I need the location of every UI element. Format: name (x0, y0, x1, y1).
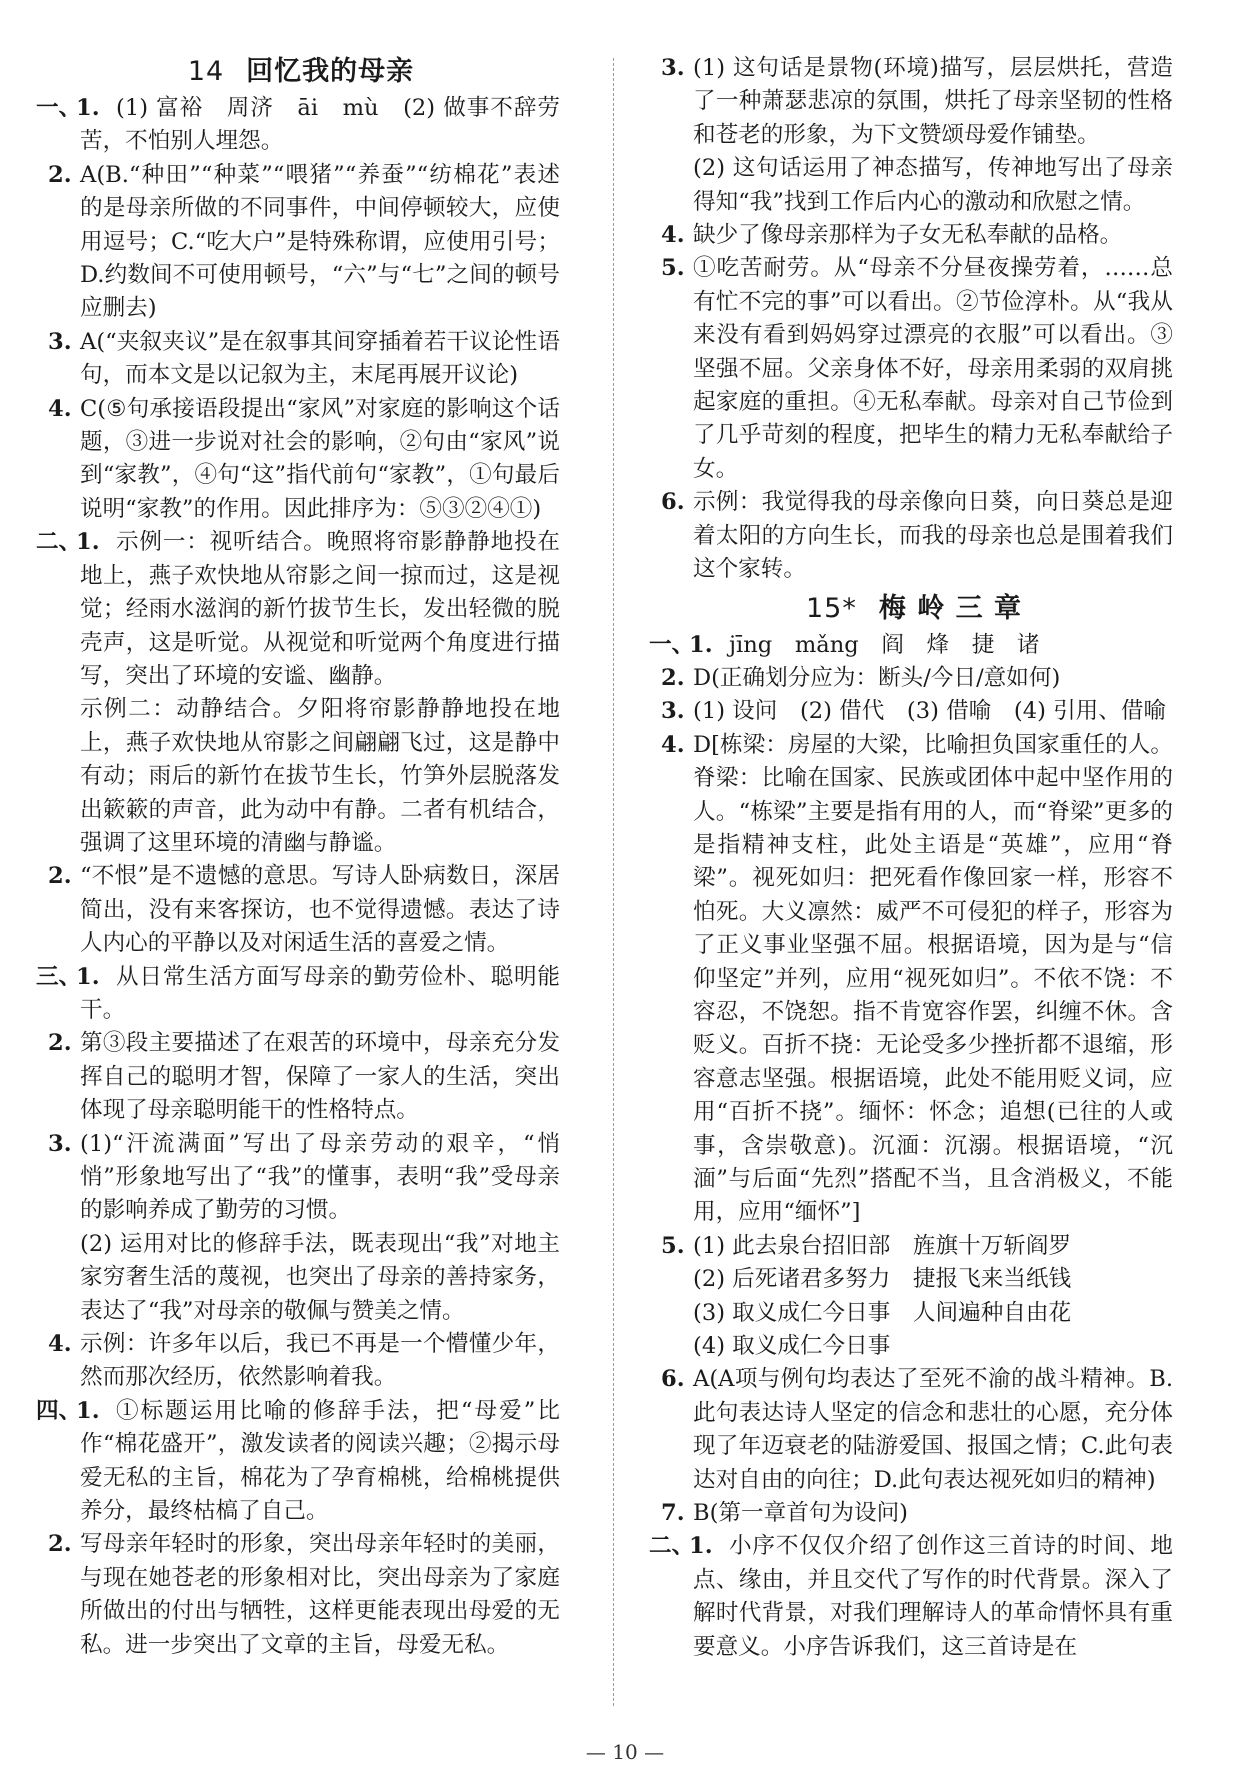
answer-text: (1) 这句话是景物(环境)描写，层层烘托，营造了一种萧瑟悲凉的氛围，烘托了母亲坚韧的性格和苍老的形象，为下文赞颂母爱作铺垫。 (693, 55, 1173, 148)
answer-item (42, 1528, 560, 1662)
answer-item (649, 1530, 1173, 1664)
section-marker: 二、 (649, 1533, 695, 1560)
answer-text-line: (2) 后死诸君多努力 捷报飞来当纸钱 (693, 1266, 1072, 1293)
question-number: 3. (661, 55, 685, 81)
answer-item (655, 695, 1173, 728)
right-answer-list-a (655, 52, 1173, 587)
answer-item (655, 486, 1173, 586)
section-marker: 一、 (649, 631, 695, 658)
lesson-14-title (42, 52, 560, 92)
left-answer-list (36, 92, 560, 1662)
answer-text: A(A项与例句均表达了至死不渝的战斗精神。B.此句表达诗人坚定的信念和悲壮的心愿，充分体现了年迈衰老的陆游爱国、报国之情；C.此句表达对自由的向往；D.此句表达视死如归的精神) (693, 1366, 1173, 1493)
answer-text-line: (4) 取义成仁今日事 (693, 1333, 891, 1360)
lesson-title: 梅 岭 三 章 (878, 592, 1023, 624)
answer-text: “不恨”是不遗憾的意思。写诗人卧病数日，深居简出，没有来客探访，也不觉得遗憾。表达了诗人内心的平静以及对闲适生活的喜爱之情。 (80, 863, 560, 957)
answer-item (655, 219, 1173, 252)
answer-text: A(B.“种田”“种菜”“喂猪”“养蚕”“纺棉花”表述的是母亲所做的不同事件，中间停顿较大，应使用逗号；C.“吃大户”是特殊称谓，应使用引号；D.约数间不可使用顿号，“六”与“七”之间的顿号应删去) (80, 161, 560, 322)
answer-item (42, 1328, 560, 1395)
question-number: 1. (76, 529, 100, 556)
question-number: 4. (48, 395, 72, 422)
answer-text: B(第一章首句为设问) (693, 1500, 908, 1527)
answer-item (655, 1497, 1173, 1530)
answer-item (655, 52, 1173, 219)
answer-item (42, 393, 560, 527)
answer-item (42, 159, 560, 326)
question-number: 2. (48, 1030, 72, 1057)
question-number: 3. (48, 1130, 72, 1157)
section-marker: 一、 (36, 95, 82, 121)
answer-item (655, 662, 1173, 695)
answer-text: D[栋梁：房屋的大梁，比喻担负国家重任的人。脊梁：比喻在国家、民族或团体中起中坚作用的人。“栋梁”主要是指有用的人，而“脊梁”更多的是指精神支柱，此处主语是“英雄”，应用“脊梁”。视死如归：把死看作像回家一样，形容不怕死。大义凛然：威严不可侵犯的样子，形容为了正义事业坚强不屈。根据语境，因为是与“信仰坚定”并列，应用“视死如归”。不依不饶：不容忍，不饶恕。指不肯宽容作罢，纠缠不休。含贬义。百折不挠：无论受多少挫折都不退缩，形容意志坚强。根据语境，此处不能用贬义词，应用“百折不挠”。缅怀：怀念；追想(已往的人或事，含崇敬意)。沉湎：沉溺。根据语境，“沉湎”与后面“先烈”搭配不当，且含消极义，不能用，应用“缅怀”] (693, 731, 1173, 1226)
right-answer-list-b (649, 629, 1173, 1665)
answer-text-continued: (2) 运用对比的修辞手法，既表现出“我”对地主家穷奢生活的蔑视，也突出了母亲的善持家务，表达了“我”对母亲的敬佩与赞美之情。 (80, 1230, 560, 1324)
question-number: 1. (76, 963, 100, 990)
answer-text: (1)“汗流满面”写出了母亲劳动的艰辛，“悄悄”形象地写出了“我”的懂事，表明“我”受母亲的影响养成了勤劳的习惯。 (80, 1130, 560, 1224)
right-column (649, 52, 1173, 1664)
answer-text: 从日常生活方面写母亲的勤劳俭朴、聪明能干。 (80, 963, 560, 1023)
answer-text: ①标题运用比喻的修辞手法，把“母爱”比作“棉花盛开”，激发读者的阅读兴趣；②揭示母爱无私的主旨，棉花为了孕育棉桃，给棉桃提供养分，最终枯槁了自己。 (80, 1397, 560, 1525)
column-divider (613, 58, 614, 1706)
answer-item (36, 961, 560, 1028)
answer-item (36, 92, 560, 159)
answer-text: D(正确划分应为：断头/今日/意如何) (693, 664, 1061, 691)
answer-item (655, 1230, 1173, 1364)
left-column (36, 52, 560, 1662)
question-number: 7. (661, 1500, 685, 1527)
question-number: 3. (48, 328, 72, 355)
answer-text: A(“夹叙夹议”是在叙事其间穿插着若干议论性语句，而本文是以记叙为主，末尾再展开议论) (80, 328, 560, 389)
answer-text: 缺少了像母亲那样为子女无私奉献的品格。 (693, 222, 1123, 249)
answer-text-line: (3) 取义成仁今日事 人间遍种自由花 (693, 1299, 1072, 1326)
question-number: 1. (689, 1533, 713, 1560)
question-number: 4. (48, 1331, 72, 1358)
question-number: 2. (48, 863, 72, 890)
answer-item (36, 526, 560, 860)
question-number: 1. (689, 631, 713, 658)
answer-text: jīng mǎng 阎 烽 捷 诸 (729, 631, 1040, 658)
lesson-title: 回忆我的母亲 (246, 56, 415, 87)
answer-item (42, 326, 560, 393)
question-number: 5. (661, 255, 685, 282)
answer-item (649, 629, 1173, 662)
section-marker: 三、 (36, 963, 82, 990)
question-number: 6. (661, 1366, 685, 1393)
answer-text: 示例一：视听结合。晚照将帘影静静地投在地上，燕子欢快地从帘影之间一掠而过，这是视觉；经雨水滋润的新竹拔节生长，发出轻微的脱壳声，这是听觉。从视觉和听觉两个角度进行描写，突出了环境的安谧、幽静。 (80, 529, 560, 689)
answer-text: 写母亲年轻时的形象，突出母亲年轻时的美丽，与现在她苍老的形象相对比，突出母亲为了家庭所做出的付出与牺牲，这样更能表现出母爱的无私。进一步突出了文章的主旨，母爱无私。 (80, 1531, 560, 1658)
question-number: 3. (661, 698, 685, 725)
lesson-15-title (655, 589, 1173, 629)
answer-item (655, 252, 1173, 486)
answer-text: (1) 此去泉台招旧部 旌旗十万斩阎罗 (693, 1232, 1072, 1259)
answer-text-continued: 示例二：动静结合。夕阳将帘影静静地投在地上，燕子欢快地从帘影之间翩翩飞过，这是静中有动；雨后的新竹在拔节生长，竹笋外层脱落发出簌簌的声音，此为动中有静。二者有机结合，强调了这里环境的清幽与静谧。 (80, 696, 560, 856)
answer-item (655, 729, 1173, 1230)
lesson-number: 14 (187, 56, 225, 87)
answer-item (655, 1363, 1173, 1497)
answer-text: 示例：许多年以后，我已不再是一个懵懂少年，然而那次经历，依然影响着我。 (80, 1331, 560, 1391)
question-number: 2. (661, 664, 685, 691)
lesson-number: 15* (805, 592, 857, 624)
answer-item (42, 860, 560, 960)
answer-item (42, 1027, 560, 1127)
answer-text: ①吃苦耐劳。从“母亲不分昼夜操劳着，……总有忙不完的事”可以看出。②节俭淳朴。从“我从来没有看到妈妈穿过漂亮的衣服”可以看出。③坚强不屈。父亲身体不好，母亲用柔弱的双肩挑起家庭的重担。④无私奉献。母亲对自己节俭到了几乎苛刻的程度，把毕生的精力无私奉献给子女。 (693, 255, 1173, 482)
answer-text: (1) 富裕 周济 āi mù (2) 做事不辞劳苦，不怕别人埋怨。 (80, 95, 560, 155)
answer-text: 第③段主要描述了在艰苦的环境中，母亲充分发挥自己的聪明才智，保障了一家人的生活，突出体现了母亲聪明能干的性格特点。 (80, 1030, 560, 1124)
question-number: 2. (48, 1531, 72, 1558)
question-number: 2. (48, 161, 72, 188)
question-number: 1. (76, 1397, 100, 1424)
page-number: — 10 — (585, 1740, 665, 1764)
answer-text: (1) 设问 (2) 借代 (3) 借喻 (4) 引用、借喻 (693, 698, 1167, 725)
question-number: 1. (76, 95, 100, 121)
answer-text-continued: (2) 这句话运用了神态描写，传神地写出了母亲得知“我”找到工作后内心的激动和欣慰之情。 (693, 155, 1173, 215)
section-marker: 二、 (36, 529, 82, 556)
answer-text: 小序不仅仅介绍了创作这三首诗的时间、地点、缘由，并且交代了写作的时代背景。深入了解时代背景，对我们理解诗人的革命情怀具有重要意义。小序告诉我们，这三首诗是在 (693, 1533, 1173, 1660)
question-number: 6. (661, 489, 685, 516)
answer-text: 示例：我觉得我的母亲像向日葵，向日葵总是迎着太阳的方向生长，而我的母亲也总是围着我们这个家转。 (693, 489, 1173, 583)
question-number: 4. (661, 222, 685, 249)
answer-item (36, 1395, 560, 1529)
question-number: 4. (661, 731, 685, 758)
answer-item (42, 1128, 560, 1328)
section-marker: 四、 (36, 1397, 82, 1424)
question-number: 5. (661, 1232, 685, 1259)
answer-text: C(⑤句承接语段提出“家风”对家庭的影响这个话题，③进一步说对社会的影响，②句由“家风”说到“家教”，④句“这”指代前句“家教”，①句最后说明“家教”的作用。因此排序为：⑤③②④①) (80, 395, 560, 522)
